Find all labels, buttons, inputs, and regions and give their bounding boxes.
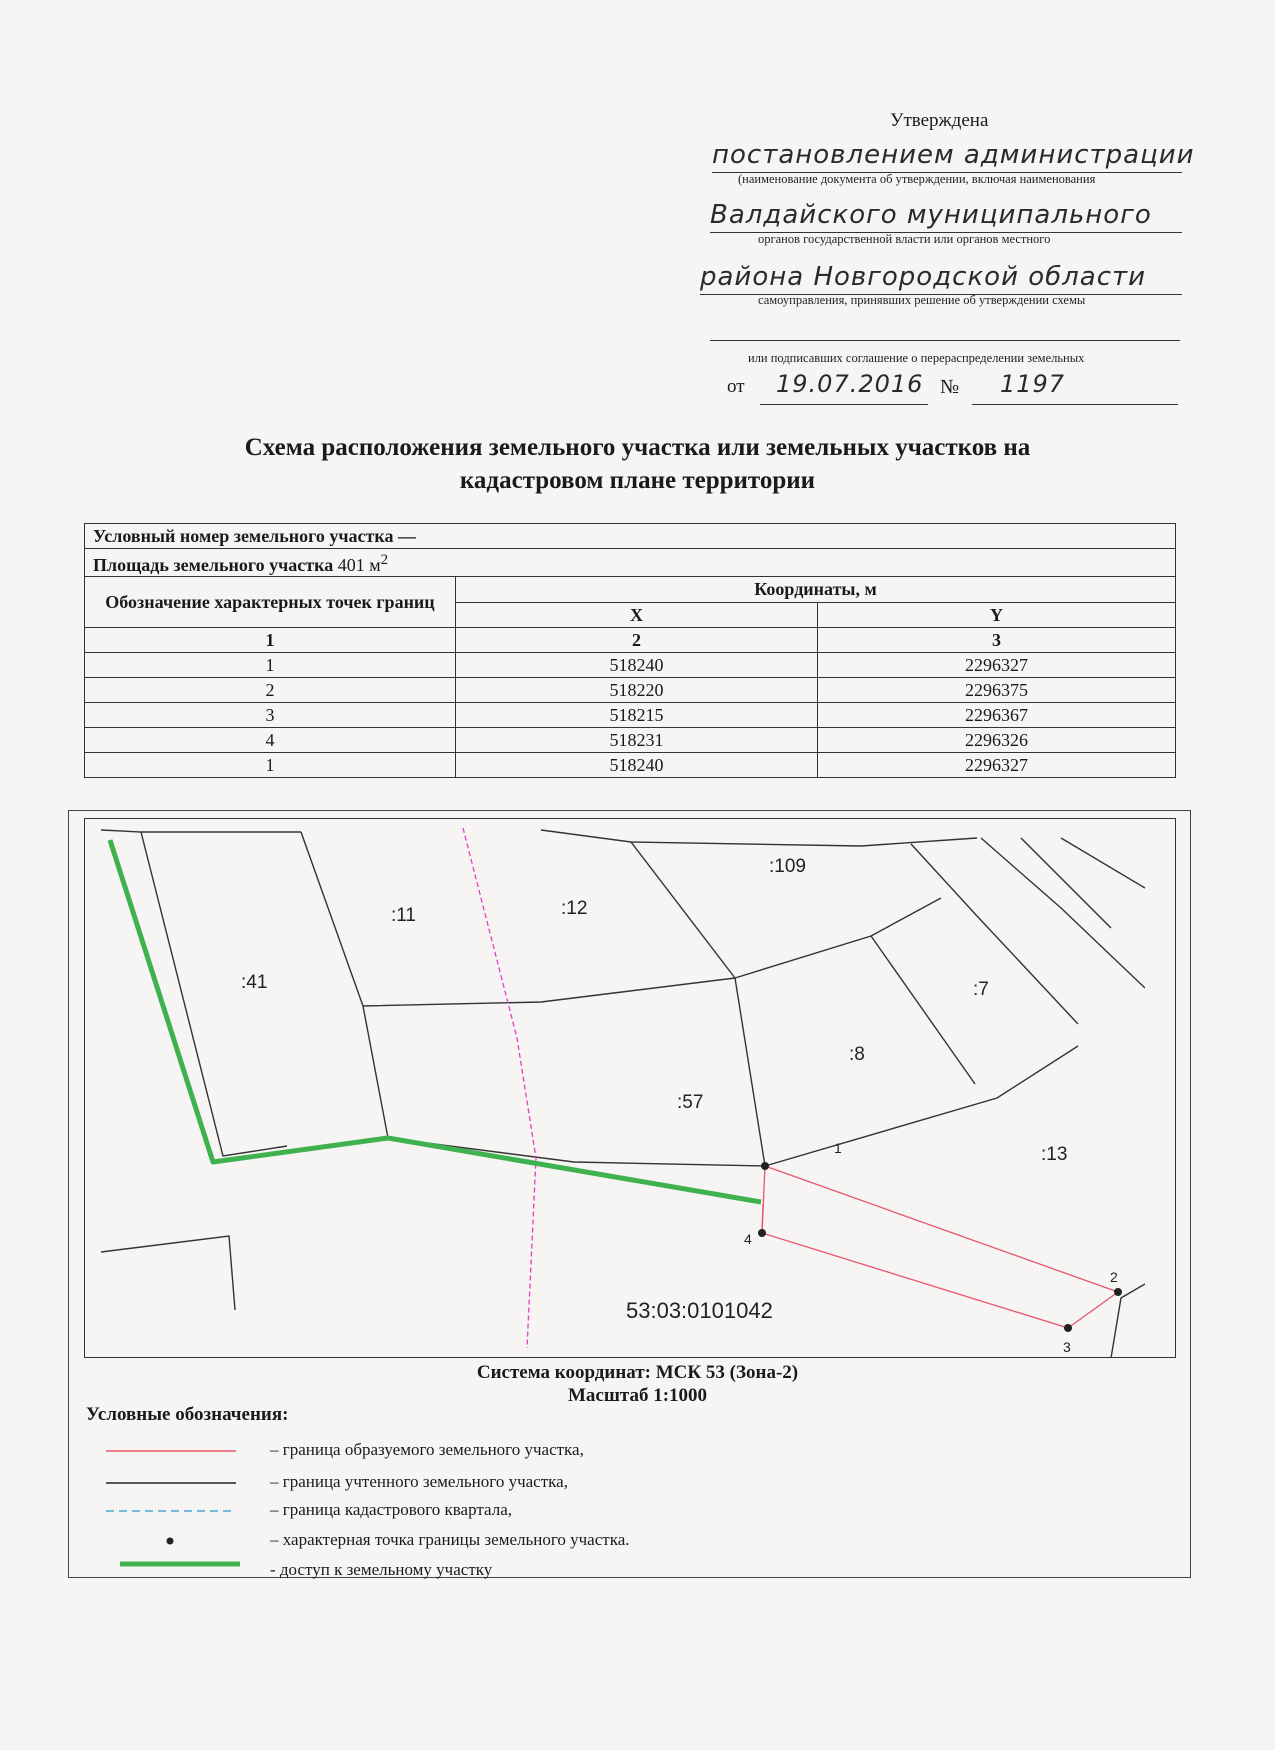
registered-boundaries (101, 830, 1145, 1358)
x-cell: 518240 (456, 653, 818, 678)
area-value: 401 м (337, 555, 381, 575)
parcel-57-bottom (388, 1138, 765, 1166)
legend-title: Условные обозначения: (86, 1404, 289, 1425)
table-row (85, 678, 1176, 703)
approval-date-underline (760, 404, 928, 405)
legend-item-new-boundary (100, 1440, 820, 1462)
point-cell: 1 (85, 653, 456, 678)
approval-caption-2: органов государственной власти или органов местного (758, 232, 1051, 246)
legend-text: - доступ к земельному участку (270, 1560, 493, 1579)
document-title-line2: кадастровом плане территории (459, 466, 816, 494)
point-label-3: 3 (1063, 1339, 1071, 1355)
area-label: Площадь земельного участка (93, 555, 334, 575)
parcel-label-7: :7 (973, 979, 989, 1000)
y-header: Y (818, 602, 1176, 628)
legend-sample-red-line (100, 1440, 240, 1462)
legend-sample-blue-dashed-line (100, 1500, 240, 1522)
approval-number-sign: № (940, 376, 960, 398)
parcel-label-8: :8 (849, 1044, 865, 1065)
quarter-label: 53:03:0101042 (626, 1298, 773, 1323)
boundary-point-3 (1064, 1324, 1072, 1332)
point-label-2: 2 (1110, 1269, 1118, 1285)
pink-dashed-line (463, 828, 536, 1348)
table-row (85, 653, 1176, 678)
parcel-13-top (765, 1046, 1078, 1166)
parcel-edge-ne-2 (1021, 838, 1111, 928)
legend-sample-dot (100, 1530, 240, 1552)
boundary-point-1 (761, 1162, 769, 1170)
legend-text: – граница образуемого земельного участка, (270, 1440, 584, 1459)
parcel-12-right (631, 842, 765, 1166)
approval-underline-4 (710, 340, 1180, 341)
boundary-point-2 (1114, 1288, 1122, 1296)
conditional-number-value: — (397, 526, 416, 546)
approval-handwritten-line3: района Новгородской области (700, 262, 1147, 292)
x-cell: 518220 (456, 678, 818, 703)
parcel-8-right (871, 936, 975, 1084)
parcel-57-top (363, 978, 735, 1006)
x-cell: 518240 (456, 753, 818, 778)
y-cell: 2296367 (818, 703, 1176, 728)
point-label-4: 4 (744, 1231, 752, 1247)
document-title (0, 432, 1275, 497)
point-cell: 1 (85, 753, 456, 778)
x-cell: 518215 (456, 703, 818, 728)
parcel-57-left (363, 1006, 388, 1138)
y-cell: 2296327 (818, 753, 1176, 778)
parcel-109-top (541, 830, 977, 846)
parcel-label-11: :11 (391, 905, 417, 926)
approval-date: 19.07.2016 (776, 370, 924, 398)
point-cell: 3 (85, 703, 456, 728)
area-cell (85, 549, 1176, 577)
col-num-3: 3 (818, 628, 1176, 653)
parcel-8-top (735, 898, 941, 978)
y-cell: 2296375 (818, 678, 1176, 703)
points-header: Обозначение характерных точек границ (85, 577, 456, 628)
legend-text: – граница учтенного земельного участка, (270, 1472, 568, 1491)
cadastral-map (101, 828, 1145, 1358)
parcel-11-left (301, 832, 363, 1006)
area-unit-sup: 2 (380, 552, 389, 568)
approval-caption-1: (наименование документа об утверждении, включая наименования (738, 172, 1096, 186)
coordinates-table (84, 523, 1176, 778)
parcel-label-13: :13 (1041, 1144, 1068, 1165)
parcel-label-41: :41 (241, 972, 268, 993)
parcel-edge-ne-1 (981, 838, 1145, 988)
point-cell: 2 (85, 678, 456, 703)
table-row (85, 703, 1176, 728)
point-label-1: 1 (834, 1140, 842, 1156)
point-cell: 4 (85, 728, 456, 753)
parcel-sw (101, 1236, 235, 1310)
approval-handwritten-line1: постановлением администрации (712, 140, 1195, 170)
parcel-7-right (911, 844, 1078, 1024)
document-title-line1: Схема расположения земельного участка или земельных участков на (244, 434, 1031, 461)
approval-number: 1197 (1000, 370, 1066, 398)
conditional-number-label: Условный номер земельного участка (93, 526, 394, 546)
approval-title: Утверждена (890, 110, 989, 131)
new-parcel-west-edge (762, 1204, 763, 1233)
table-row (85, 728, 1176, 753)
coords-header: Координаты, м (456, 577, 1176, 603)
legend-item-quarter-boundary (100, 1500, 820, 1522)
parcel-label-12: :12 (561, 898, 588, 919)
legend-sample-green-line (100, 1560, 240, 1582)
coordinate-system: Система координат: МСК 53 (Зона-2) (476, 1362, 799, 1383)
legend-text: – граница кадастрового квартала, (270, 1500, 512, 1519)
approval-number-underline (972, 404, 1178, 405)
col-num-1: 1 (85, 628, 456, 653)
approval-handwritten-line2: Валдайского муниципального (710, 200, 1152, 230)
col-num-2: 2 (456, 628, 818, 653)
parcel-label-57: :57 (677, 1092, 704, 1113)
scale: Масштаб 1:1000 (567, 1385, 708, 1406)
x-header: X (456, 602, 818, 628)
new-parcel-boundary (762, 1166, 1118, 1328)
y-cell: 2296326 (818, 728, 1176, 753)
legend-item-point (100, 1530, 820, 1552)
legend-item-access (100, 1560, 820, 1582)
approval-caption-4: или подписавших соглашение о перераспределении земельных (748, 351, 1085, 365)
x-cell: 518231 (456, 728, 818, 753)
legend-sample-black-line (100, 1472, 240, 1494)
access-line (110, 840, 761, 1202)
legend-item-registered-boundary (100, 1472, 820, 1494)
approval-date-prefix: от (727, 376, 745, 397)
y-cell: 2296327 (818, 653, 1176, 678)
conditional-number-cell (85, 524, 1176, 549)
parcel-label-109: :109 (769, 856, 806, 877)
legend-text: – характерная точка границы земельного участка. (270, 1530, 630, 1549)
table-row (85, 753, 1176, 778)
parcel-edge-ne-3 (1061, 838, 1145, 888)
boundary-point-4 (758, 1229, 766, 1237)
approval-caption-3: самоуправления, принявших решение об утверждении схемы (758, 293, 1086, 307)
